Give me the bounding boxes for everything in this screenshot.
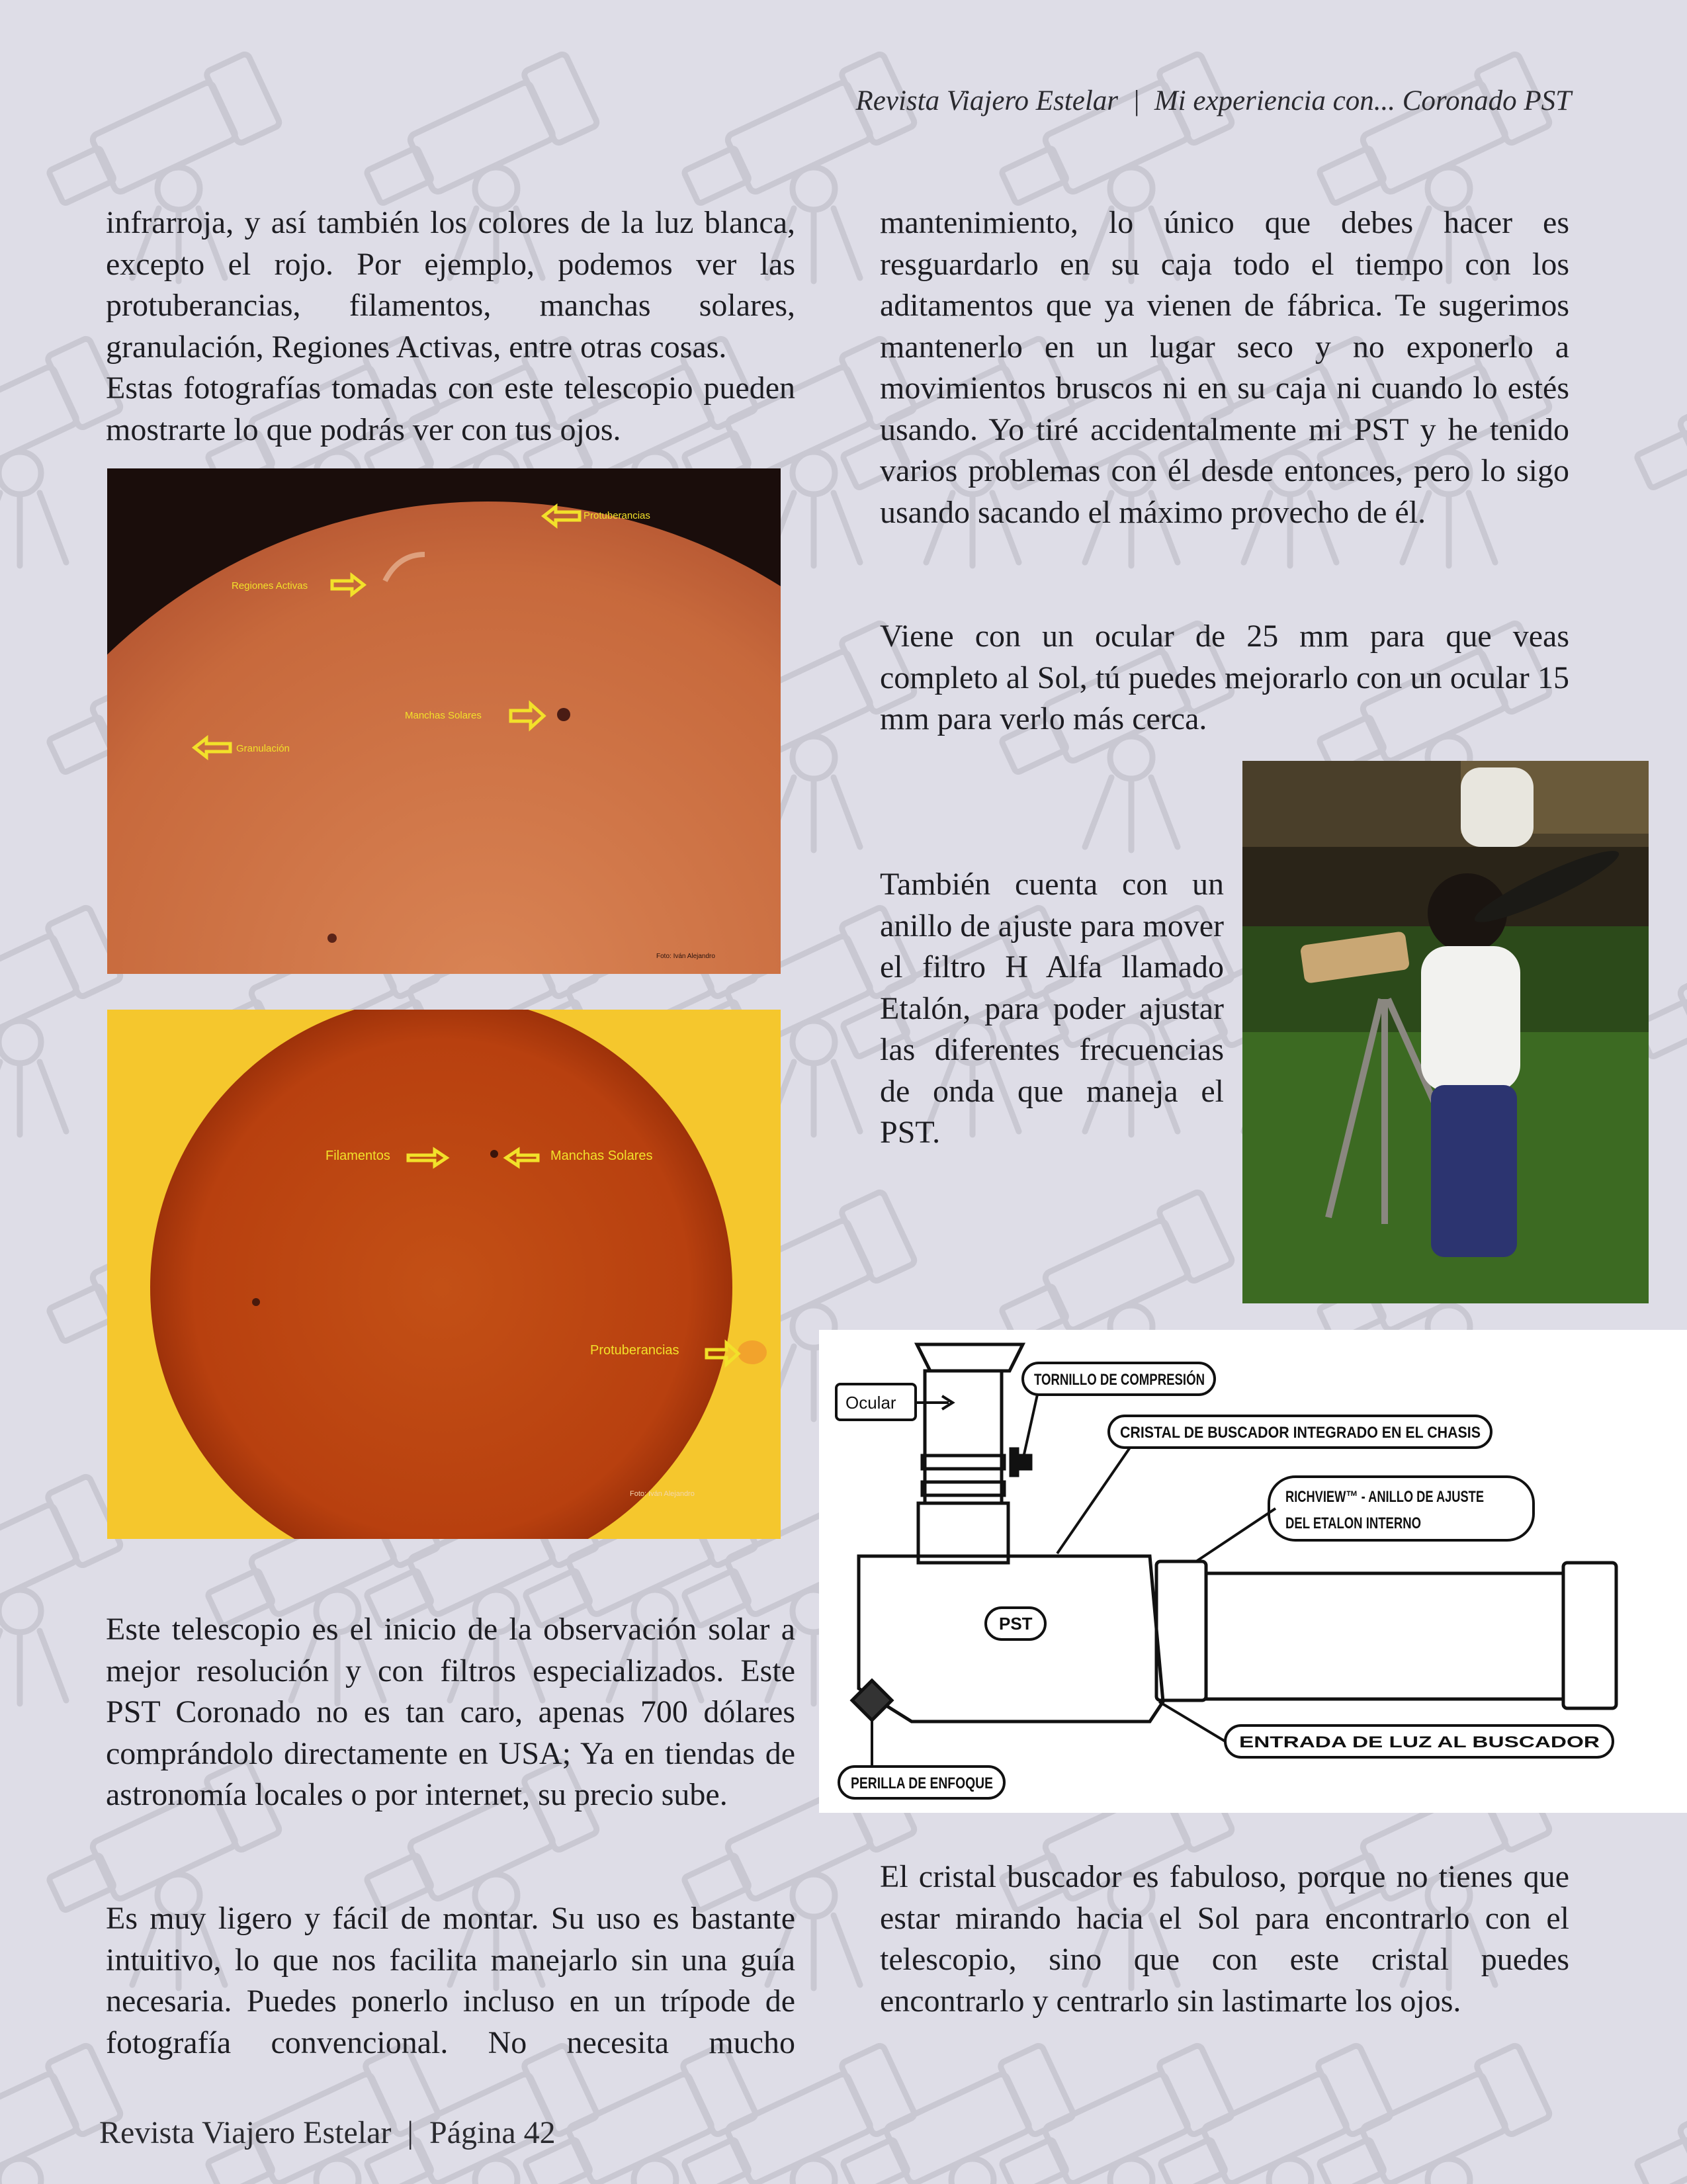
diagram-label-entrada: ENTRADA DE LUZ AL BUSCADOR bbox=[1239, 1733, 1600, 1751]
main-tube bbox=[1206, 1573, 1563, 1699]
photo-credit-1: Foto: Iván Alejandro bbox=[656, 953, 715, 960]
sun-disc-2 bbox=[107, 1010, 781, 1539]
child-shirt bbox=[1421, 946, 1520, 1092]
diagram-label-cristal: CRISTAL DE BUSCADOR INTEGRADO EN EL CHASIS bbox=[1120, 1424, 1481, 1442]
header-magazine: Revista Viajero Estelar bbox=[855, 85, 1119, 116]
eyepiece-top bbox=[917, 1344, 1023, 1371]
label-manchas-solares: Manchas Solares bbox=[405, 710, 482, 721]
diagram-label-pst: PST bbox=[999, 1614, 1033, 1634]
objective-cap bbox=[1563, 1563, 1616, 1708]
diagonal bbox=[918, 1503, 1008, 1563]
page-header bbox=[856, 85, 1571, 117]
header-section: Mi experiencia con... Coronado PST bbox=[1154, 85, 1571, 116]
footer-page-number: Página 42 bbox=[429, 2115, 556, 2150]
label-regiones-activas: Regiones Activas bbox=[232, 580, 308, 591]
label-granulacion: Granulación bbox=[236, 743, 290, 754]
sun-disc-1 bbox=[107, 468, 781, 974]
compression-screw bbox=[1017, 1456, 1031, 1469]
footer-separator: | bbox=[399, 2115, 422, 2150]
diagram-label-tornillo: TORNILLO DE COMPRESIÓN bbox=[1034, 1371, 1254, 1389]
right-paragraph-3: También cuenta con un anillo de ajuste para mover el filtro H Alfa llamado Etalón, para poder ajustar las diferentes frecuencias de onda que maneja el PST. bbox=[880, 867, 1224, 1150]
header-separator: | bbox=[1125, 85, 1148, 116]
sun-photo-1 bbox=[107, 468, 781, 974]
label-manchas-solares-2: Manchas Solares bbox=[550, 1149, 653, 1163]
diagram-label-perilla: PERILLA DE ENFOQUE bbox=[851, 1774, 993, 1792]
diagram-label-richview-1: RICHVIEW™ - ANILLO DE AJUSTE bbox=[1285, 1488, 1484, 1506]
label-filamentos: Filamentos bbox=[325, 1149, 390, 1163]
left-paragraph-4: Es muy ligero y fácil de montar. Su uso es bastante intuitivo, lo que nos facilita manejarlo sin una guía necesaria. Puedes ponerlo incluso en un trípode de fotografía convencional. No necesita mucho bbox=[106, 1901, 795, 2060]
footer-magazine: Revista Viajero Estelar bbox=[99, 2115, 392, 2150]
diagram-label-richview-2: DEL ETALON INTERNO bbox=[1285, 1514, 1421, 1532]
pst-diagram bbox=[819, 1330, 1687, 1813]
sunspot bbox=[490, 1150, 498, 1158]
person-background bbox=[1461, 767, 1534, 847]
label-protuberancias-2: Protuberancias bbox=[590, 1343, 679, 1358]
child-pants bbox=[1431, 1085, 1517, 1257]
sun-photo-2 bbox=[107, 1010, 781, 1539]
left-paragraph-2: Estas fotografías tomadas con este telescopio pueden mostrarte lo que podrás ver con tus ojos. bbox=[106, 371, 795, 447]
photo-credit-2: Foto: Iván Alejandro bbox=[630, 1490, 695, 1498]
right-paragraph-2: Viene con un ocular de 25 mm para que veas completo al Sol, tú puedes mejorarlo con un ocular 15 mm para verlo más cerca. bbox=[880, 619, 1569, 736]
child-telescope-photo bbox=[1242, 761, 1649, 1303]
page-footer bbox=[99, 2115, 556, 2151]
sunspot bbox=[327, 934, 337, 943]
left-paragraph-3: Este telescopio es el inicio de la observación solar a mejor resolución y con filtros especializados. Este PST Coronado no es tan caro, apenas 700 dólares comprándolo directamente en USA; Ya en tiendas de astronomía locales o por internet, su precio sube. bbox=[106, 1612, 795, 1812]
richview-ring bbox=[1156, 1561, 1206, 1700]
left-paragraph-1: infrarroja, y así también los colores de la luz blanca, excepto el rojo. Por ejemplo, podemos ver las protuberancias, filamentos, manchas solares, granulación, Regiones Activas, entre otras cosas. bbox=[106, 205, 795, 365]
prominence bbox=[738, 1340, 767, 1364]
sunspot bbox=[252, 1298, 260, 1306]
label-protuberancias: Protuberancias bbox=[584, 510, 650, 521]
right-paragraph-4: El cristal buscador es fabuloso, porque no tienes que estar mirando hacia el Sol para encontrarlo con el telescopio, sino que con este cristal puedes encontrarlo y centrarlo sin lastimarte los ojos. bbox=[880, 1859, 1569, 2019]
sunspot bbox=[557, 708, 570, 721]
right-paragraph-1: mantenimiento, lo único que debes hacer es resguardarlo en su caja todo el tiempo con los aditamentos que ya vienen de fábrica. Te sugerimos mantenerlo en un lugar seco y no exponerlo a movimientos bruscos ni en su caja ni cuando lo estés usando. Yo tiré accidentalmente mi PST y he tenido varios problemas con él desde entonces, pero lo sigo usando sacando el máximo provecho de él. bbox=[880, 205, 1569, 530]
diagram-label-ocular: Ocular bbox=[845, 1393, 896, 1413]
